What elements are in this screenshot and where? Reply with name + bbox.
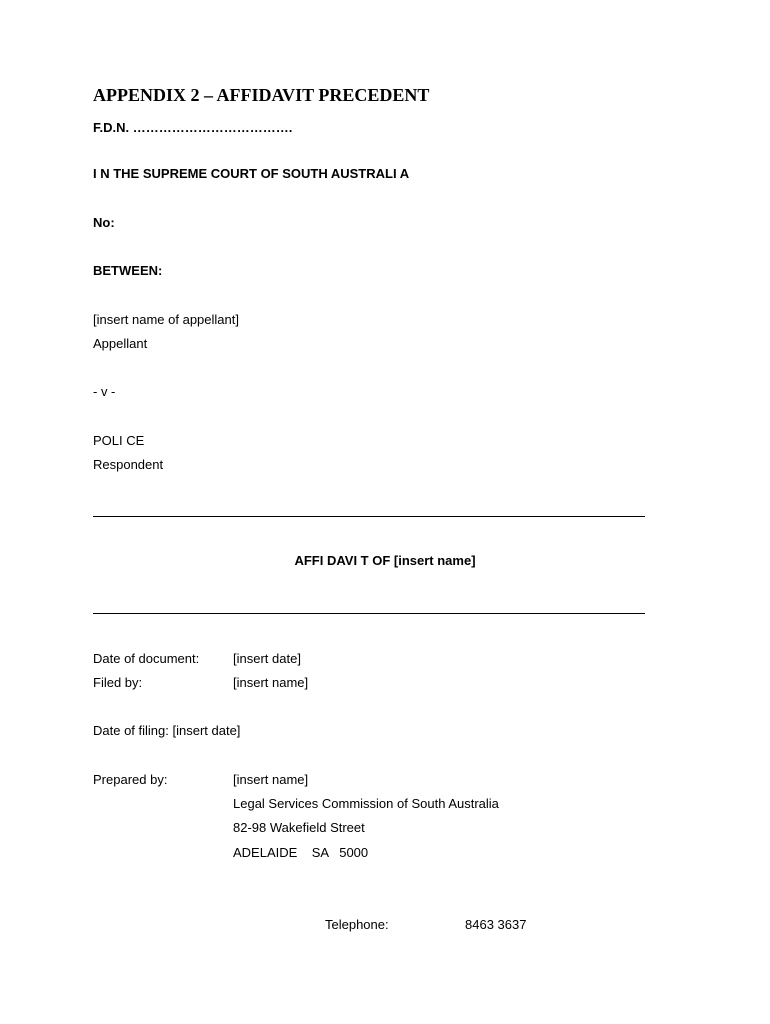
telephone-value: 8463 3637 — [465, 917, 527, 932]
court-name: I N THE SUPREME COURT OF SOUTH AUSTRALI A — [93, 166, 410, 181]
appellant-role: Appellant — [93, 336, 148, 351]
prepared-by-street: 82-98 Wakefield Street — [233, 820, 365, 835]
filed-by-label: Filed by: — [93, 675, 143, 690]
prepared-by-city: ADELAIDE SA 5000 — [233, 845, 369, 860]
fdn-line: F.D.N. ………………………………. — [93, 120, 293, 135]
appellant-name: [insert name of appellant] — [93, 312, 239, 327]
number-label: No: — [93, 215, 115, 230]
date-of-filing: Date of filing: [insert date] — [93, 723, 241, 738]
divider-top — [93, 516, 645, 517]
date-of-document-value: [insert date] — [233, 651, 301, 666]
prepared-by-name: [insert name] — [233, 772, 309, 787]
document-title: APPENDIX 2 – AFFIDAVIT PRECEDENT — [93, 85, 430, 105]
versus-text: - v - — [93, 384, 116, 399]
divider-bottom — [93, 613, 645, 614]
prepared-by-label: Prepared by: — [93, 772, 168, 787]
affidavit-heading: AFFI DAVI T OF [insert name] — [294, 553, 476, 568]
respondent-role: Respondent — [93, 457, 164, 472]
filed-by-value: [insert name] — [233, 675, 309, 690]
date-of-document-label: Date of document: — [93, 651, 200, 666]
telephone-label: Telephone: — [325, 917, 389, 932]
prepared-by-organisation: Legal Services Commission of South Australia — [233, 796, 499, 811]
between-label: BETWEEN: — [93, 263, 163, 278]
respondent-name: POLI CE — [93, 433, 145, 448]
